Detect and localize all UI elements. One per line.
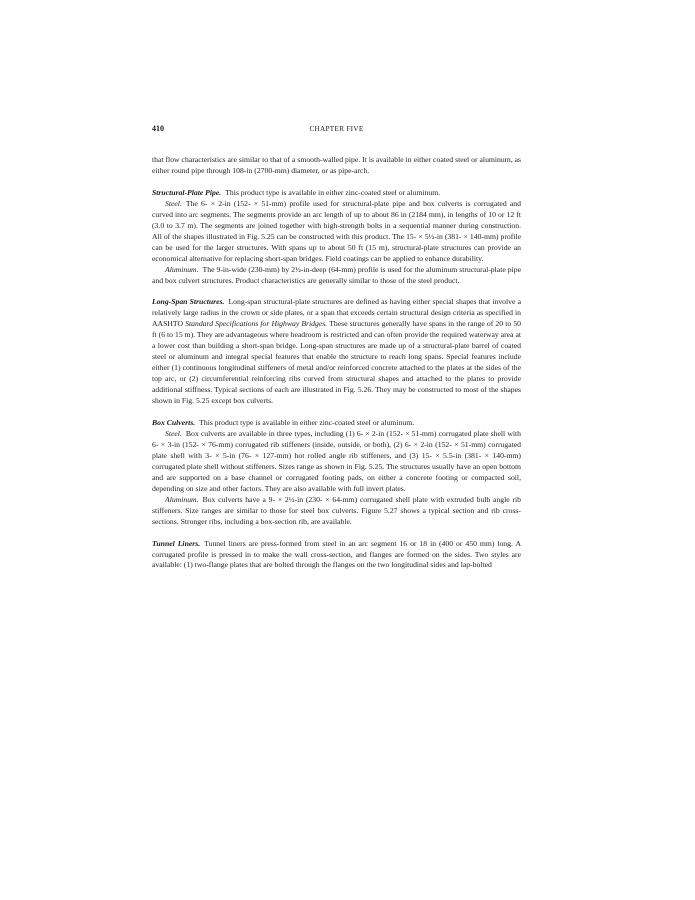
section-heading: Long-Span Structures. bbox=[152, 297, 225, 307]
paragraph-text: Long-span structural-plate structures are defined as having either special shapes that involve a relatively large radius in the crown or side plates, or a span that exceeds certain structural design criteria as specified in AASHTO bbox=[152, 297, 521, 329]
chapter-title: CHAPTER FIVE bbox=[309, 125, 364, 133]
paragraph-text: Box culverts are available in three types, including (1) 6- × 2-in (152- × 51-mm) corrugated plate shell with 6- × 3-in (152- × 76-mm) corrugated rib stiffeners (inside, outside, or both), (2) 6- × 2-in (152- × 51-mm) corrugated plate shell with 3- × 5-in (76- × 127-mm) hot rolled angle rib stiffeners, and (3) 15- × 5.5-in (381- × 140-mm) corrugated plate shell without stiffeners. Sizes range as shown in Fig. 5.25. The structures usually have an open bottom and are supported on a base channel or corrugated footing pads, on either a concrete footing or compacted soil, depending on size and other factors. They are also available with full invert plates. bbox=[152, 428, 521, 493]
section-structural-plate-pipe bbox=[152, 188, 521, 287]
paragraph-text: The 9-in-wide (230-mm) by 2½-in-deep (64-mm) profile is used for the aluminum structural-plate pipe and box culvert structures. Product characteristics are generally similar to those of the steel product. bbox=[152, 264, 521, 285]
paragraph-text: Box culverts have a 9- × 2½-in (230- × 64-mm) corrugated shell plate with extruded bulb angle rib stiffeners. Size ranges are similar to those for steel box culverts. Figure 5.27 shows a typical section and rib cross-sections. Stronger ribs, including a box-section rib, are available. bbox=[152, 494, 521, 526]
section-lead: This product type is available in either zinc-coated steel or aluminum. bbox=[225, 187, 441, 197]
subheading-steel: Steel. bbox=[165, 198, 182, 208]
section-heading: Box Culverts. bbox=[152, 418, 196, 428]
intro-paragraph: that flow characteristics are similar to that of a smooth-walled pipe. It is available in either coated steel or aluminum, as either round pipe through 108-in (2700-mm) diameter, or as pipe-arch. bbox=[152, 155, 521, 175]
box-culverts-intro bbox=[152, 418, 521, 429]
citation-title: Standard Specifications for Highway Bridges. bbox=[185, 319, 328, 329]
structural-plate-steel-paragraph bbox=[152, 199, 521, 265]
box-culverts-aluminum-paragraph bbox=[152, 495, 521, 528]
paragraph-text: The 6- × 2-in (152- × 51-mm) profile used for structural-plate pipe and box culverts is corrugated and curved into arc segments. The segments provide an arc length of up to about 86 in (2184 mm), in lengths of 10 or 12 ft (3.0 to 3.7 m). The segments are joined together with high-strength bolts in a sequential manner during construction. All of the shapes illustrated in Fig. 5.25 can be constructed with this product. The 15- × 5½-in (381- × 140-mm) profile can be used for the larger structures. With spans up to about 50 ft (15 m), structural-plate structures can provide an economical alternative for replacing short-span bridges. Field coatings can be applied to enhance durability. bbox=[152, 198, 521, 263]
page-number: 410 bbox=[152, 124, 164, 133]
section-box-culverts bbox=[152, 418, 521, 528]
long-span-paragraph bbox=[152, 297, 521, 407]
document-page bbox=[152, 124, 521, 571]
tunnel-liners-paragraph bbox=[152, 539, 521, 572]
running-header bbox=[152, 124, 521, 136]
section-long-span-structures bbox=[152, 297, 521, 407]
structural-plate-aluminum-paragraph bbox=[152, 265, 521, 287]
subheading-aluminum: Aluminum. bbox=[165, 494, 199, 504]
section-heading: Structural-Plate Pipe. bbox=[152, 187, 222, 197]
paragraph-text: These structures generally have spans in the range of 20 to 50 ft (6 to 15 m). They are advantageous where headroom is restricted and can often provide the required waterway area at a lower cost than building a short-span bridge. Long-span structures are made up of a structural-plate barrel of coated steel or aluminum and integral special features that enable the structure to reach long spans. Special features include either (1) continuous longitudinal stiffeners of metal and/or reinforced concrete attached to the plates at the sides of the top arc, or (2) circumferential reinforcing ribs curved from structural shapes and attached to the plates to provide additional stiffness. Typical sections of each are illustrated in Fig. 5.26. They may be constructed to most of the shapes shown in Fig. 5.25 except box culverts. bbox=[152, 319, 521, 406]
paragraph-text: Tunnel liners are press-formed from steel in an arc segment 16 or 18 in (400 or 450 mm) long. A corrugated profile is pressed in to make the wall cross-section, and flanges are formed on the sides. Two styles are available: (1) two-flange plates that are bolted through the flanges on the two longitudinal sides and lap-bolted bbox=[152, 538, 521, 570]
section-tunnel-liners bbox=[152, 539, 521, 572]
section-lead: This product type is available in either zinc-coated steel or aluminum. bbox=[199, 418, 415, 428]
section-heading: Tunnel Liners. bbox=[152, 538, 201, 548]
subheading-aluminum: Aluminum. bbox=[165, 264, 199, 274]
structural-plate-intro bbox=[152, 188, 521, 199]
subheading-steel: Steel. bbox=[165, 428, 182, 438]
box-culverts-steel-paragraph bbox=[152, 429, 521, 495]
